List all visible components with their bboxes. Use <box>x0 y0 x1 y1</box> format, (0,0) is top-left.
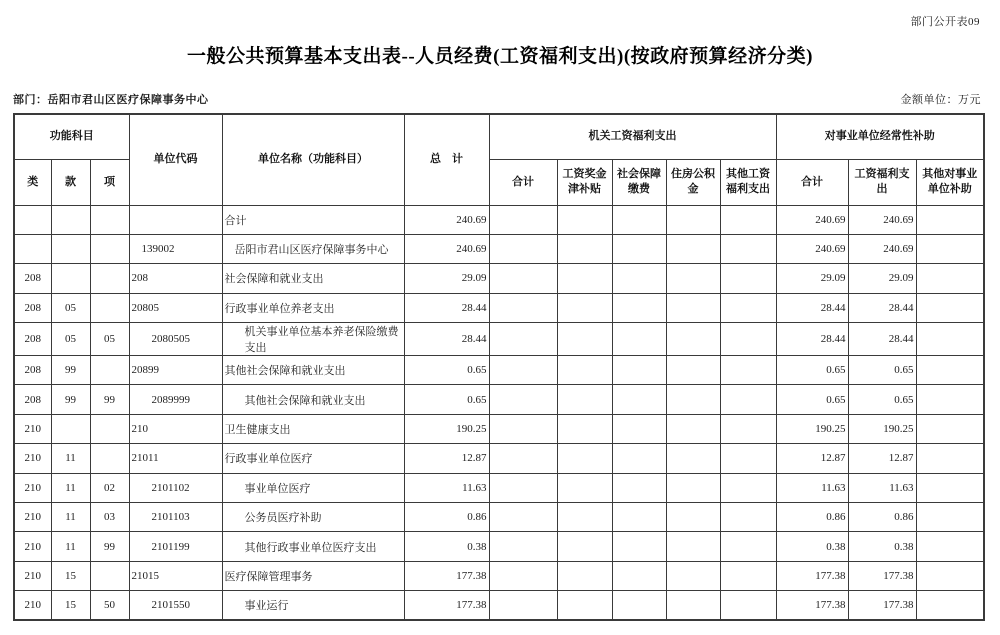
cell-unit-name: 岳阳市君山区医疗保障事务中心 <box>222 234 404 263</box>
cell-item <box>90 264 129 293</box>
cell-inst-0: 29.09 <box>776 264 848 293</box>
header-gov-housing-fund: 住房公积金 <box>666 159 720 205</box>
cell-unit-code: 2089999 <box>129 385 222 414</box>
cell-gov-2 <box>612 532 666 561</box>
cell-gov-1 <box>557 385 612 414</box>
cell-inst-0: 0.65 <box>776 385 848 414</box>
cell-section: 11 <box>51 503 90 532</box>
cell-unit-code: 2101102 <box>129 473 222 502</box>
cell-item <box>90 205 129 234</box>
cell-gov-4 <box>720 473 776 502</box>
header-inst-other-subsidy: 其他对事业单位补助 <box>916 159 984 205</box>
table-row <box>14 414 984 443</box>
cell-section: 15 <box>51 591 90 620</box>
table-row <box>14 532 984 561</box>
cell-item <box>90 293 129 322</box>
cell-grand-total: 0.65 <box>404 385 489 414</box>
cell-inst-2 <box>916 444 984 473</box>
cell-gov-1 <box>557 293 612 322</box>
cell-gov-2 <box>612 414 666 443</box>
cell-grand-total: 177.38 <box>404 561 489 590</box>
cell-item: 02 <box>90 473 129 502</box>
cell-grand-total: 0.86 <box>404 503 489 532</box>
cell-gov-0 <box>489 414 557 443</box>
cell-gov-4 <box>720 385 776 414</box>
header-inst-subtotal: 合计 <box>776 159 848 205</box>
cell-gov-2 <box>612 293 666 322</box>
cell-section: 99 <box>51 385 90 414</box>
cell-inst-2 <box>916 293 984 322</box>
cell-inst-1: 0.65 <box>848 356 916 385</box>
cell-gov-3 <box>666 532 720 561</box>
cell-item <box>90 356 129 385</box>
cell-gov-4 <box>720 532 776 561</box>
cell-unit-name: 事业单位医疗 <box>222 473 404 502</box>
cell-unit-name: 其他社会保障和就业支出 <box>222 385 404 414</box>
cell-gov-0 <box>489 503 557 532</box>
cell-item: 03 <box>90 503 129 532</box>
table-row <box>14 264 984 293</box>
cell-grand-total: 177.38 <box>404 591 489 620</box>
cell-inst-1: 28.44 <box>848 323 916 356</box>
cell-gov-3 <box>666 473 720 502</box>
cell-inst-0: 0.38 <box>776 532 848 561</box>
cell-gov-3 <box>666 591 720 620</box>
cell-gov-1 <box>557 234 612 263</box>
cell-gov-3 <box>666 293 720 322</box>
cell-inst-1: 0.65 <box>848 385 916 414</box>
header-section: 款 <box>51 159 90 205</box>
cell-gov-0 <box>489 293 557 322</box>
cell-section <box>51 234 90 263</box>
cell-unit-name: 医疗保障管理事务 <box>222 561 404 590</box>
cell-gov-4 <box>720 205 776 234</box>
cell-inst-2 <box>916 323 984 356</box>
table-row <box>14 473 984 502</box>
table-row <box>14 444 984 473</box>
department-label: 部门：岳阳市君山区医疗保障事务中心 <box>13 94 209 106</box>
header-row-groups <box>14 114 984 159</box>
table-row <box>14 356 984 385</box>
cell-section <box>51 205 90 234</box>
cell-gov-0 <box>489 356 557 385</box>
cell-gov-1 <box>557 356 612 385</box>
table-row <box>14 503 984 532</box>
cell-unit-code: 21011 <box>129 444 222 473</box>
cell-section: 15 <box>51 561 90 590</box>
cell-inst-2 <box>916 503 984 532</box>
cell-class: 210 <box>14 414 51 443</box>
cell-inst-1: 29.09 <box>848 264 916 293</box>
cell-inst-0: 28.44 <box>776 293 848 322</box>
cell-gov-0 <box>489 444 557 473</box>
cell-item <box>90 234 129 263</box>
doc-code-label: 部门公开表09 <box>910 16 980 28</box>
cell-gov-4 <box>720 414 776 443</box>
cell-unit-code: 210 <box>129 414 222 443</box>
cell-inst-1: 11.63 <box>848 473 916 502</box>
cell-gov-0 <box>489 532 557 561</box>
header-gov-other-wage: 其他工资福利支出 <box>720 159 776 205</box>
cell-section: 05 <box>51 323 90 356</box>
cell-gov-1 <box>557 473 612 502</box>
cell-unit-name: 机关事业单位基本养老保险缴费支出 <box>222 323 404 356</box>
cell-class: 210 <box>14 444 51 473</box>
cell-gov-1 <box>557 264 612 293</box>
cell-gov-3 <box>666 385 720 414</box>
header-grand-total: 总 计 <box>404 114 489 205</box>
table-row <box>14 293 984 322</box>
cell-grand-total: 0.65 <box>404 356 489 385</box>
cell-inst-0: 177.38 <box>776 591 848 620</box>
cell-unit-name: 事业运行 <box>222 591 404 620</box>
header-gov-subtotal: 合计 <box>489 159 557 205</box>
cell-class: 210 <box>14 503 51 532</box>
meta-row <box>13 91 981 107</box>
header-gov-social-security: 社会保障缴费 <box>612 159 666 205</box>
cell-item <box>90 444 129 473</box>
cell-inst-0: 28.44 <box>776 323 848 356</box>
cell-unit-name: 其他社会保障和就业支出 <box>222 356 404 385</box>
header-unit-name: 单位名称（功能科目） <box>222 114 404 205</box>
cell-unit-code <box>129 205 222 234</box>
cell-inst-0: 11.63 <box>776 473 848 502</box>
cell-inst-2 <box>916 205 984 234</box>
cell-gov-1 <box>557 205 612 234</box>
cell-class: 208 <box>14 356 51 385</box>
cell-inst-2 <box>916 385 984 414</box>
cell-gov-0 <box>489 473 557 502</box>
cell-inst-1: 190.25 <box>848 414 916 443</box>
table-row <box>14 234 984 263</box>
cell-grand-total: 29.09 <box>404 264 489 293</box>
cell-inst-0: 12.87 <box>776 444 848 473</box>
cell-inst-0: 0.86 <box>776 503 848 532</box>
cell-gov-4 <box>720 503 776 532</box>
cell-unit-code: 2080505 <box>129 323 222 356</box>
cell-section: 11 <box>51 473 90 502</box>
cell-inst-1: 240.69 <box>848 205 916 234</box>
cell-gov-2 <box>612 473 666 502</box>
cell-inst-2 <box>916 414 984 443</box>
cell-unit-code: 139002 <box>129 234 222 263</box>
cell-gov-0 <box>489 385 557 414</box>
cell-class: 210 <box>14 473 51 502</box>
cell-unit-code: 20805 <box>129 293 222 322</box>
cell-class: 210 <box>14 561 51 590</box>
table-row <box>14 323 984 356</box>
cell-gov-4 <box>720 356 776 385</box>
cell-gov-1 <box>557 532 612 561</box>
cell-grand-total: 240.69 <box>404 234 489 263</box>
header-class: 类 <box>14 159 51 205</box>
cell-class: 210 <box>14 591 51 620</box>
cell-gov-1 <box>557 444 612 473</box>
cell-inst-1: 28.44 <box>848 293 916 322</box>
cell-gov-1 <box>557 414 612 443</box>
header-item: 项 <box>90 159 129 205</box>
cell-gov-4 <box>720 561 776 590</box>
cell-gov-2 <box>612 234 666 263</box>
cell-grand-total: 190.25 <box>404 414 489 443</box>
cell-inst-1: 177.38 <box>848 591 916 620</box>
cell-grand-total: 28.44 <box>404 293 489 322</box>
amount-unit-label: 金额单位：万元 <box>900 94 981 106</box>
cell-unit-name: 行政事业单位养老支出 <box>222 293 404 322</box>
cell-class: 208 <box>14 293 51 322</box>
cell-grand-total: 28.44 <box>404 323 489 356</box>
cell-section: 11 <box>51 444 90 473</box>
cell-item: 99 <box>90 385 129 414</box>
cell-gov-1 <box>557 323 612 356</box>
budget-table <box>13 113 985 621</box>
cell-gov-3 <box>666 503 720 532</box>
table-row <box>14 591 984 620</box>
cell-class: 210 <box>14 532 51 561</box>
cell-inst-1: 0.38 <box>848 532 916 561</box>
cell-gov-0 <box>489 591 557 620</box>
cell-unit-code: 2101199 <box>129 532 222 561</box>
cell-gov-4 <box>720 323 776 356</box>
cell-class <box>14 234 51 263</box>
cell-gov-0 <box>489 264 557 293</box>
cell-section <box>51 414 90 443</box>
cell-gov-1 <box>557 591 612 620</box>
cell-gov-2 <box>612 385 666 414</box>
cell-inst-2 <box>916 532 984 561</box>
cell-inst-0: 177.38 <box>776 561 848 590</box>
table-body <box>14 205 984 620</box>
cell-grand-total: 12.87 <box>404 444 489 473</box>
cell-gov-2 <box>612 561 666 590</box>
cell-grand-total: 11.63 <box>404 473 489 502</box>
cell-section: 11 <box>51 532 90 561</box>
cell-item <box>90 414 129 443</box>
header-functional-subject: 功能科目 <box>14 114 129 159</box>
cell-inst-0: 240.69 <box>776 234 848 263</box>
cell-inst-1: 177.38 <box>848 561 916 590</box>
cell-gov-2 <box>612 205 666 234</box>
cell-class: 208 <box>14 323 51 356</box>
cell-gov-3 <box>666 444 720 473</box>
cell-unit-name: 卫生健康支出 <box>222 414 404 443</box>
page-title: 一般公共预算基本支出表--人员经费(工资福利支出)(按政府预算经济分类) <box>187 46 813 67</box>
cell-gov-4 <box>720 591 776 620</box>
cell-gov-4 <box>720 234 776 263</box>
cell-gov-0 <box>489 561 557 590</box>
cell-unit-code: 2101103 <box>129 503 222 532</box>
cell-item: 05 <box>90 323 129 356</box>
header-institution-subsidy-group: 对事业单位经常性补助 <box>776 114 984 159</box>
cell-gov-2 <box>612 323 666 356</box>
cell-class <box>14 205 51 234</box>
cell-inst-2 <box>916 473 984 502</box>
cell-gov-3 <box>666 356 720 385</box>
cell-gov-4 <box>720 264 776 293</box>
cell-unit-name: 合计 <box>222 205 404 234</box>
cell-gov-2 <box>612 444 666 473</box>
table-row <box>14 205 984 234</box>
cell-inst-1: 0.86 <box>848 503 916 532</box>
cell-unit-name: 行政事业单位医疗 <box>222 444 404 473</box>
cell-gov-3 <box>666 414 720 443</box>
cell-inst-2 <box>916 264 984 293</box>
cell-unit-code: 21015 <box>129 561 222 590</box>
cell-unit-code: 208 <box>129 264 222 293</box>
cell-gov-4 <box>720 293 776 322</box>
cell-inst-0: 190.25 <box>776 414 848 443</box>
cell-item <box>90 561 129 590</box>
cell-gov-1 <box>557 561 612 590</box>
cell-gov-0 <box>489 234 557 263</box>
cell-gov-3 <box>666 264 720 293</box>
cell-gov-3 <box>666 234 720 263</box>
cell-inst-1: 12.87 <box>848 444 916 473</box>
table-row <box>14 561 984 590</box>
cell-gov-3 <box>666 205 720 234</box>
header-gov-wage-bonus: 工资奖金津补贴 <box>557 159 612 205</box>
cell-inst-0: 240.69 <box>776 205 848 234</box>
cell-gov-1 <box>557 503 612 532</box>
cell-item: 50 <box>90 591 129 620</box>
cell-grand-total: 0.38 <box>404 532 489 561</box>
cell-class: 208 <box>14 385 51 414</box>
cell-gov-0 <box>489 323 557 356</box>
cell-inst-2 <box>916 234 984 263</box>
cell-gov-3 <box>666 323 720 356</box>
cell-section <box>51 264 90 293</box>
cell-gov-0 <box>489 205 557 234</box>
header-unit-code: 单位代码 <box>129 114 222 205</box>
cell-unit-name: 公务员医疗补助 <box>222 503 404 532</box>
cell-unit-code: 2101550 <box>129 591 222 620</box>
cell-unit-name: 社会保障和就业支出 <box>222 264 404 293</box>
cell-section: 99 <box>51 356 90 385</box>
cell-gov-4 <box>720 444 776 473</box>
cell-inst-0: 0.65 <box>776 356 848 385</box>
cell-inst-2 <box>916 356 984 385</box>
cell-inst-2 <box>916 561 984 590</box>
cell-inst-1: 240.69 <box>848 234 916 263</box>
cell-item: 99 <box>90 532 129 561</box>
cell-gov-2 <box>612 264 666 293</box>
cell-gov-2 <box>612 503 666 532</box>
cell-unit-name: 其他行政事业单位医疗支出 <box>222 532 404 561</box>
header-inst-wage-welfare: 工资福利支出 <box>848 159 916 205</box>
cell-section: 05 <box>51 293 90 322</box>
cell-gov-2 <box>612 591 666 620</box>
cell-class: 208 <box>14 264 51 293</box>
table-row <box>14 385 984 414</box>
cell-inst-2 <box>916 591 984 620</box>
cell-unit-code: 20899 <box>129 356 222 385</box>
header-gov-wage-welfare-group: 机关工资福利支出 <box>489 114 776 159</box>
cell-grand-total: 240.69 <box>404 205 489 234</box>
cell-gov-3 <box>666 561 720 590</box>
cell-gov-2 <box>612 356 666 385</box>
